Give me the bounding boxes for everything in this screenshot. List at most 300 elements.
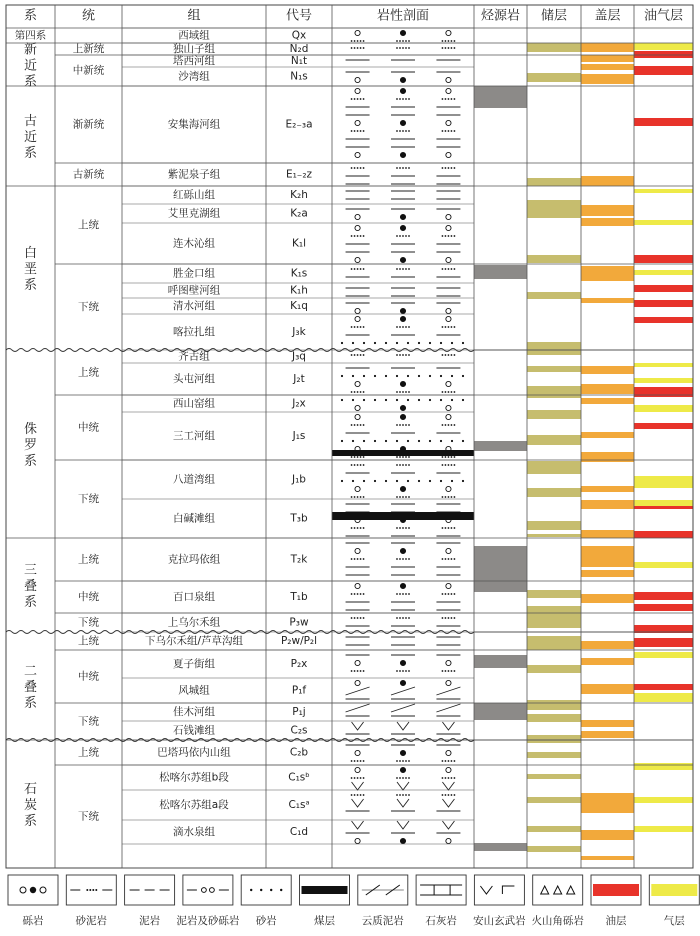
formation-code: K₁q: [290, 300, 308, 312]
lithology-mark: [360, 558, 362, 560]
lithology-mark: [360, 617, 362, 619]
reservoir-band: [527, 714, 581, 722]
lithology-mark: [397, 799, 409, 807]
lithology-mark: [445, 130, 447, 132]
lithology-mark: [400, 120, 405, 125]
lithology-mark: [448, 235, 450, 237]
lithology-mark: [402, 47, 404, 49]
lithology-mark: [363, 268, 365, 270]
lithology-mark: [451, 527, 453, 529]
lithology-mark: [445, 558, 447, 560]
formation-code: C₁sᵃ: [288, 799, 309, 811]
lithology-mark: [341, 480, 343, 482]
series-label: 古新统: [73, 168, 105, 181]
lithology-mark: [354, 40, 356, 42]
formation-code: P₃w: [289, 617, 309, 629]
header-source-rock: 烃源岩: [481, 8, 520, 24]
lithology-mark: [442, 617, 444, 619]
lithology-mark: [448, 424, 450, 426]
lithology-mark: [451, 593, 453, 595]
lithology-mark: [448, 391, 450, 393]
lithology-mark: [360, 527, 362, 529]
lithology-mark: [408, 424, 410, 426]
lithology-mark: [363, 456, 365, 458]
series-label: 渐新统: [73, 118, 105, 131]
formation-label: 头屯河组: [173, 372, 215, 385]
lithology-mark: [396, 130, 398, 132]
lithology-mark: [400, 680, 405, 685]
lithology-mark: [402, 617, 404, 619]
caprock-band: [581, 384, 634, 394]
lithology-mark: [454, 130, 456, 132]
caprock-band: [581, 74, 634, 84]
formation-code: C₂s: [290, 725, 307, 737]
formation-label: 松喀尔苏组a段: [159, 798, 229, 811]
lithology-mark: [354, 98, 356, 100]
lithology-mark: [446, 583, 451, 588]
lithology-mark: [396, 593, 398, 595]
oil-layer-band: [634, 51, 693, 58]
lithology-mark: [445, 593, 447, 595]
lithology-mark: [355, 486, 360, 491]
lithology-mark: [351, 456, 353, 458]
lithology-mark: [442, 47, 444, 49]
caprock-band: [581, 432, 634, 438]
lithology-mark: [360, 456, 362, 458]
lithology-mark: [445, 794, 447, 796]
lithology-mark: [442, 496, 444, 498]
lithology-mark: [454, 456, 456, 458]
caprock-band: [581, 486, 634, 492]
lithology-mark: [400, 225, 405, 230]
legend-label: 安山玄武岩: [473, 914, 526, 927]
lithology-mark: [405, 326, 407, 328]
lithology-mark: [357, 617, 359, 619]
lithology-mark: [451, 440, 453, 442]
lithology-mark: [408, 456, 410, 458]
lithology-mark: [448, 40, 450, 42]
lithology-mark: [408, 617, 410, 619]
lithology-mark: [454, 167, 456, 169]
lithology-mark: [446, 405, 451, 410]
lithology-mark: [448, 558, 450, 560]
lithology-mark: [351, 670, 353, 672]
lithology-mark: [351, 558, 353, 560]
source-rock-band: [474, 86, 527, 108]
caprock-band: [581, 218, 634, 226]
lithology-mark: [396, 464, 398, 466]
caprock-band: [581, 720, 634, 727]
lithology-mark: [448, 268, 450, 270]
lithology-mark: [351, 760, 353, 762]
lithology-mark: [408, 527, 410, 529]
lithology-mark: [442, 167, 444, 169]
lithology-mark: [445, 167, 447, 169]
lithology-mark: [445, 354, 447, 356]
legend-swatch: [241, 875, 291, 905]
lithology-mark: [451, 558, 453, 560]
lithology-mark: [405, 130, 407, 132]
lithology-mark: [446, 381, 451, 386]
coal-seam: [332, 450, 474, 456]
legend-swatch: [416, 875, 466, 905]
lithology-mark: [396, 777, 398, 779]
lithology-mark: [385, 399, 387, 401]
lithology-mark: [400, 548, 405, 553]
lithology-mark: [405, 268, 407, 270]
lithology-mark: [407, 440, 409, 442]
lithology-mark: [352, 821, 364, 829]
lithology-mark: [351, 167, 353, 169]
series-label: 下统: [78, 810, 99, 823]
lithology-mark: [446, 767, 451, 772]
lithology-mark: [408, 130, 410, 132]
lithology-mark: [442, 593, 444, 595]
lithology-mark: [352, 399, 354, 401]
formation-label: 西域组: [178, 29, 210, 42]
lithology-mark: [454, 424, 456, 426]
lithology-mark: [451, 268, 453, 270]
lithology-mark: [355, 750, 360, 755]
lithology-mark: [405, 464, 407, 466]
legend-label: 砾岩: [23, 914, 44, 927]
lithology-mark: [402, 98, 404, 100]
reservoir-band: [527, 255, 581, 263]
lithology-mark: [407, 399, 409, 401]
lithology-mark: [355, 660, 360, 665]
lithology-mark: [396, 670, 398, 672]
lithology-mark: [399, 464, 401, 466]
lithology-mark: [355, 680, 360, 685]
oil-layer-band: [634, 531, 693, 538]
oil-layer-band: [634, 423, 693, 429]
lithology-mark: [405, 167, 407, 169]
lithology-mark: [442, 130, 444, 132]
lithology-mark: [402, 424, 404, 426]
series-label: 上统: [78, 218, 99, 231]
lithology-mark: [354, 496, 356, 498]
legend-swatch: [474, 875, 524, 905]
formation-code: J₂x: [291, 398, 306, 410]
lithology-mark: [363, 794, 365, 796]
formation-label: 安集海河组: [168, 118, 221, 131]
lithology-mark: [408, 593, 410, 595]
lithology-mark: [357, 391, 359, 393]
lithology-mark: [357, 130, 359, 132]
lithology-mark: [396, 342, 398, 344]
reservoir-band: [527, 590, 581, 598]
legend-label: 泥岩及砂砾岩: [176, 914, 239, 927]
lithology-mark: [405, 617, 407, 619]
lithology-mark: [442, 777, 444, 779]
lithology-mark: [360, 391, 362, 393]
lithology-mark: [454, 464, 456, 466]
lithology-mark: [355, 152, 360, 157]
caprock-band: [581, 731, 634, 738]
gas-layer-icon: [651, 884, 697, 896]
lithology-mark: [396, 760, 398, 762]
lithology-mark: [407, 375, 409, 377]
lithology-mark: [402, 40, 404, 42]
formation-label: 艾里克湖组: [168, 207, 221, 220]
lithology-mark: [399, 777, 401, 779]
lithology-mark: [354, 326, 356, 328]
lithology-mark: [445, 268, 447, 270]
lithology-mark: [454, 268, 456, 270]
header-system: 系: [24, 9, 37, 24]
gas-layer-band: [634, 562, 693, 568]
lithology-mark: [399, 527, 401, 529]
caprock-band: [581, 594, 634, 603]
lithology-mark: [442, 558, 444, 560]
lithology-mark: [351, 40, 353, 42]
caprock-band: [581, 43, 634, 52]
lithology-mark: [445, 670, 447, 672]
lithology-mark: [451, 456, 453, 458]
lithology-mark: [357, 670, 359, 672]
lithology-mark: [354, 424, 356, 426]
lithology-mark: [363, 47, 365, 49]
lithology-mark: [354, 777, 356, 779]
oil-layer-band: [634, 317, 693, 323]
lithology-mark: [405, 98, 407, 100]
lithology-mark: [374, 440, 376, 442]
reservoir-band: [527, 43, 581, 52]
lithology-mark: [400, 405, 405, 410]
lithology-mark: [402, 670, 404, 672]
series-label: 下统: [78, 492, 99, 505]
lithology-mark: [400, 838, 405, 843]
coal-icon: [302, 886, 348, 894]
lithology-mark: [408, 98, 410, 100]
caprock-band: [581, 298, 634, 303]
lithology-mark: [396, 375, 398, 377]
lithology-mark: [396, 794, 398, 796]
lithology-mark: [451, 40, 453, 42]
formation-label: 清水河组: [173, 299, 215, 312]
lithology-mark: [462, 399, 464, 401]
lithology-mark: [360, 47, 362, 49]
formation-code: J₃q: [291, 351, 306, 363]
caprock-band: [581, 452, 634, 462]
lithology-mark: [442, 782, 454, 790]
lithology-mark: [448, 130, 450, 132]
system-label: 古近系: [24, 113, 37, 161]
coal-seam: [332, 512, 474, 520]
lithology-mark: [351, 496, 353, 498]
lithology-mark: [360, 40, 362, 42]
lithology-mark: [400, 414, 405, 419]
lithology-mark: [418, 440, 420, 442]
lithology-mark: [351, 424, 353, 426]
lithology-mark: [400, 660, 405, 665]
lithology-mark: [354, 235, 356, 237]
reservoir-band: [527, 366, 581, 372]
lithology-mark: [351, 794, 353, 796]
formation-label: 风城组: [178, 684, 210, 697]
lithology-mark: [355, 308, 360, 313]
lithology-mark: [355, 88, 360, 93]
lithology-mark: [402, 593, 404, 595]
legend-label: 砂岩: [256, 914, 277, 927]
lithology-mark: [360, 464, 362, 466]
formation-code: N₂d: [290, 43, 309, 55]
lithology-mark: [396, 40, 398, 42]
lithology-mark: [442, 354, 444, 356]
lithology-mark: [451, 464, 453, 466]
formation-code: K₂h: [290, 189, 308, 201]
caprock-band: [581, 830, 634, 840]
reservoir-band: [527, 342, 581, 355]
lithology-mark: [402, 456, 404, 458]
lithology-mark: [402, 167, 404, 169]
formation-label: 百口泉组: [173, 590, 215, 603]
lithology-mark: [354, 268, 356, 270]
lithology-mark: [400, 152, 405, 157]
lithology-mark: [399, 670, 401, 672]
gas-layer-band: [634, 378, 693, 383]
lithology-mark: [451, 98, 453, 100]
reservoir-band: [527, 665, 581, 673]
lithology-mark: [360, 593, 362, 595]
formation-code: K₁l: [292, 238, 306, 250]
gas-layer-band: [634, 693, 693, 702]
lithology-mark: [396, 235, 398, 237]
lithology-mark: [405, 527, 407, 529]
series-label: 中统: [78, 670, 99, 683]
lithology-mark: [448, 794, 450, 796]
formation-label: 下乌尔禾组/芦草沟组: [145, 634, 244, 647]
lithology-mark: [454, 235, 456, 237]
lithology-mark: [374, 342, 376, 344]
lithology-mark: [352, 440, 354, 442]
lithology-mark: [445, 760, 447, 762]
gas-layer-band: [634, 270, 693, 275]
oil-layer-band: [634, 604, 693, 611]
lithology-mark: [399, 130, 401, 132]
caprock-band: [581, 684, 634, 694]
formation-label: 夏子街组: [173, 657, 215, 670]
lithology-mark: [355, 214, 360, 219]
lithology-mark: [355, 225, 360, 230]
lithology-mark: [400, 316, 405, 321]
source-rock-band: [474, 655, 527, 668]
lithology-mark: [354, 593, 356, 595]
lithology-mark: [446, 120, 451, 125]
gas-layer-band: [634, 797, 693, 803]
lithology-mark: [391, 704, 415, 712]
lithology-mark: [451, 354, 453, 356]
lithology-mark: [445, 496, 447, 498]
reservoir-band: [527, 826, 581, 832]
system-label: 新近系: [24, 43, 37, 90]
lithology-mark: [354, 456, 356, 458]
lithology-mark: [402, 354, 404, 356]
lithology-mark: [400, 767, 405, 772]
formation-label: 上乌尔禾组: [168, 616, 221, 629]
lithology-mark: [454, 527, 456, 529]
lithology-mark: [451, 235, 453, 237]
caprock-band: [581, 793, 634, 813]
lithology-mark: [374, 375, 376, 377]
series-label: 上统: [78, 366, 99, 379]
series-label: 下统: [78, 616, 99, 629]
caprock-band: [581, 398, 634, 404]
lithology-mark: [451, 496, 453, 498]
reservoir-band: [527, 735, 581, 743]
caprock-band: [581, 530, 634, 538]
oil-layer-band: [634, 684, 693, 690]
lithology-mark: [351, 326, 353, 328]
lithology-mark: [357, 40, 359, 42]
lithology-mark: [418, 342, 420, 344]
series-label: 上新统: [73, 42, 105, 55]
lithology-mark: [442, 799, 454, 807]
gas-layer-band: [634, 43, 693, 50]
lithology-mark: [408, 670, 410, 672]
lithology-mark: [346, 704, 370, 712]
lithology-mark: [402, 326, 404, 328]
lithology-mark: [451, 342, 453, 344]
lithology-mark: [396, 167, 398, 169]
lithology-mark: [351, 617, 353, 619]
formation-label: 独山子组: [173, 42, 215, 55]
reservoir-band: [527, 606, 581, 628]
lithology-mark: [405, 456, 407, 458]
lithology-mark: [351, 47, 353, 49]
lithology-mark: [363, 558, 365, 560]
lithology-mark: [446, 225, 451, 230]
legend-label: 砂泥岩: [76, 914, 108, 927]
lithology-mark: [446, 838, 451, 843]
lithology-mark: [399, 456, 401, 458]
lithology-mark: [396, 496, 398, 498]
formation-label: 白碱滩组: [173, 512, 215, 525]
lithology-mark: [454, 40, 456, 42]
lithology-mark: [363, 617, 365, 619]
lithology-mark: [396, 558, 398, 560]
formation-code: C₁sᵇ: [288, 772, 310, 784]
lithology-mark: [360, 777, 362, 779]
lithology-mark: [462, 375, 464, 377]
lithology-mark: [446, 214, 451, 219]
lithology-mark: [448, 593, 450, 595]
lithology-mark: [446, 660, 451, 665]
formation-label: 松喀尔苏组b段: [159, 771, 229, 784]
lithology-mark: [363, 354, 365, 356]
lithology-mark: [351, 130, 353, 132]
formation-code: P₂x: [291, 658, 308, 670]
gas-layer-band: [634, 826, 693, 832]
caprock-band: [581, 366, 634, 374]
lithology-mark: [451, 617, 453, 619]
lithology-mark: [357, 777, 359, 779]
lithology-mark: [408, 47, 410, 49]
lithology-mark: [442, 391, 444, 393]
lithology-mark: [405, 47, 407, 49]
lithology-mark: [360, 496, 362, 498]
lithology-mark: [363, 480, 365, 482]
formation-label: 齐古组: [178, 350, 210, 363]
reservoir-band: [527, 200, 581, 218]
lithology-mark: [418, 480, 420, 482]
lithology-mark: [341, 440, 343, 442]
lithology-mark: [396, 456, 398, 458]
lithology-mark: [360, 670, 362, 672]
lithology-mark: [360, 326, 362, 328]
lithology-mark: [399, 268, 401, 270]
lithology-mark: [363, 326, 365, 328]
